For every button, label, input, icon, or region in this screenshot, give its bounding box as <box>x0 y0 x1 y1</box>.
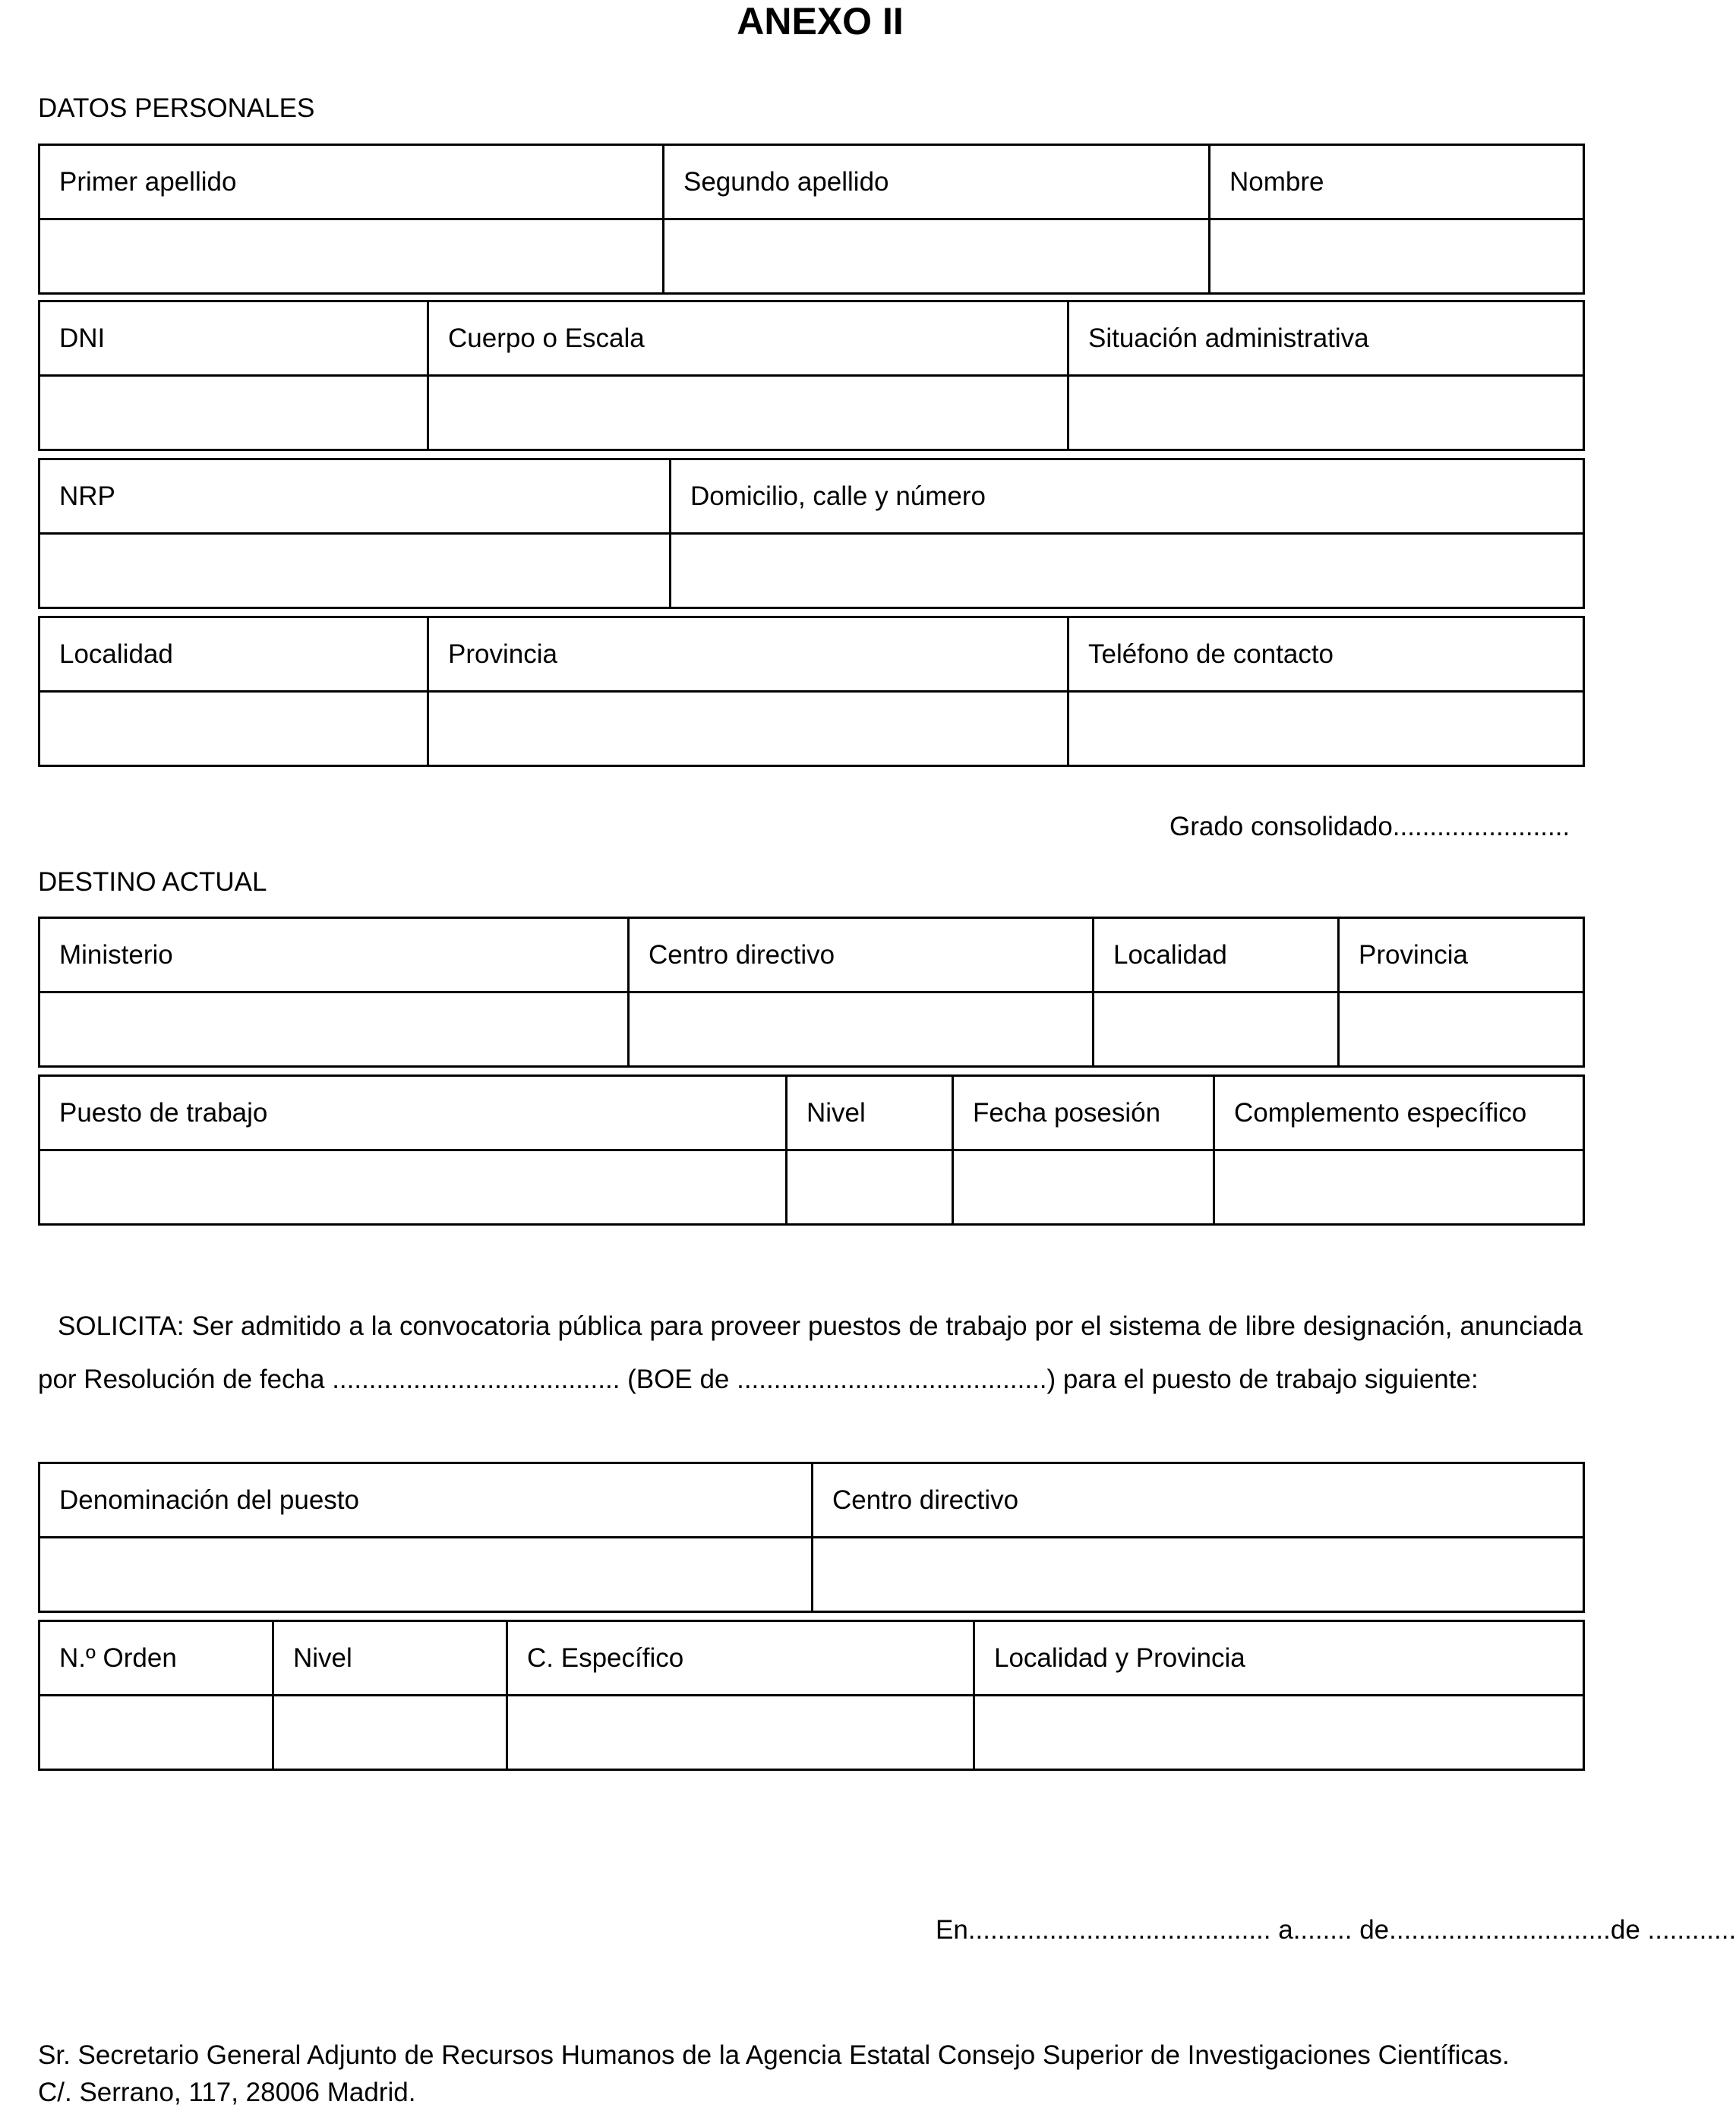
ministerio-field[interactable] <box>39 992 629 1067</box>
grado-consolidado: Grado consolidado........................ <box>1169 812 1570 841</box>
solicita-paragraph: SOLICITA: Ser admitido a la convocatoria pública para proveer puestos de trabajo por el sistema de libre designación, anunciada por Resolución de fecha ....................................... (BOE de ..........................................) para el puesto de trabajo siguiente: <box>38 1311 1583 1394</box>
provincia-field[interactable] <box>428 692 1068 766</box>
fecha-posesion-field[interactable] <box>953 1150 1214 1225</box>
datos-personales-table-2 <box>38 300 1585 451</box>
numero-orden-field[interactable] <box>39 1696 273 1770</box>
ministerio-label: Ministerio <box>39 918 629 992</box>
segundo-apellido-label: Segundo apellido <box>664 145 1210 219</box>
table-row <box>39 1538 1584 1612</box>
telefono-label: Teléfono de contacto <box>1068 617 1584 692</box>
fecha-lugar-line: En......................................... a........ de..............................de ............ <box>936 1915 1736 1945</box>
table-row <box>39 1696 1584 1770</box>
table-row <box>39 459 1584 534</box>
destino-actual-table-2 <box>38 1074 1585 1226</box>
footer-recipient: Sr. Secretario General Adjunto de Recursos Humanos de la Agencia Estatal Consejo Superior de Investigaciones Científicas. <box>38 2040 1510 2070</box>
denominacion-puesto-field[interactable] <box>39 1538 813 1612</box>
table-row <box>39 219 1584 294</box>
nombre-label: Nombre <box>1210 145 1584 219</box>
localidad-label: Localidad <box>39 617 428 692</box>
table-row <box>39 1621 1584 1696</box>
c-especifico-field[interactable] <box>507 1696 974 1770</box>
destino-provincia-field[interactable] <box>1339 992 1584 1067</box>
footer-street: C/. Serrano, 117, 28006 Madrid. <box>38 2078 416 2107</box>
puesto-trabajo-field[interactable] <box>39 1150 787 1225</box>
dni-field[interactable] <box>39 376 428 450</box>
complemento-especifico-field[interactable] <box>1214 1150 1584 1225</box>
destino-localidad-label: Localidad <box>1094 918 1339 992</box>
cuerpo-escala-field[interactable] <box>428 376 1068 450</box>
solicitado-centro-directivo-field[interactable] <box>813 1538 1584 1612</box>
numero-orden-label: N.º Orden <box>39 1621 273 1696</box>
localidad-provincia-field[interactable] <box>974 1696 1584 1770</box>
table-row <box>39 1076 1584 1150</box>
situacion-administrativa-field[interactable] <box>1068 376 1584 450</box>
provincia-label: Provincia <box>428 617 1068 692</box>
segundo-apellido-field[interactable] <box>664 219 1210 294</box>
datos-personales-table-3 <box>38 458 1585 609</box>
destino-localidad-field[interactable] <box>1094 992 1339 1067</box>
dni-label: DNI <box>39 301 428 376</box>
fecha-posesion-label: Fecha posesión <box>953 1076 1214 1150</box>
puesto-solicitado-table-1 <box>38 1462 1585 1613</box>
table-row <box>39 1150 1584 1225</box>
footer-address <box>38 2037 1510 2111</box>
denominacion-puesto-label: Denominación del puesto <box>39 1463 813 1538</box>
page-title: ANEXO II <box>737 0 904 43</box>
domicilio-field[interactable] <box>671 534 1584 608</box>
nombre-field[interactable] <box>1210 219 1584 294</box>
localidad-provincia-label: Localidad y Provincia <box>974 1621 1584 1696</box>
table-row <box>39 617 1584 692</box>
datos-personales-table-4 <box>38 616 1585 767</box>
table-row <box>39 301 1584 376</box>
primer-apellido-label: Primer apellido <box>39 145 664 219</box>
situacion-administrativa-label: Situación administrativa <box>1068 301 1584 376</box>
centro-directivo-label: Centro directivo <box>629 918 1094 992</box>
table-row <box>39 534 1584 608</box>
complemento-especifico-label: Complemento específico <box>1214 1076 1584 1150</box>
nrp-label: NRP <box>39 459 671 534</box>
datos-personales-table-1 <box>38 144 1585 295</box>
datos-personales-heading: DATOS PERSONALES <box>38 93 315 123</box>
destino-actual-heading: DESTINO ACTUAL <box>38 867 267 897</box>
table-row <box>39 1463 1584 1538</box>
centro-directivo-field[interactable] <box>629 992 1094 1067</box>
solicitado-nivel-label: Nivel <box>273 1621 507 1696</box>
destino-provincia-label: Provincia <box>1339 918 1584 992</box>
table-row <box>39 692 1584 766</box>
solicitado-centro-directivo-label: Centro directivo <box>813 1463 1584 1538</box>
domicilio-label: Domicilio, calle y número <box>671 459 1584 534</box>
solicitado-nivel-field[interactable] <box>273 1696 507 1770</box>
nivel-field[interactable] <box>787 1150 953 1225</box>
nivel-label: Nivel <box>787 1076 953 1150</box>
table-row <box>39 918 1584 992</box>
destino-actual-table-1 <box>38 917 1585 1068</box>
table-row <box>39 145 1584 219</box>
localidad-field[interactable] <box>39 692 428 766</box>
c-especifico-label: C. Específico <box>507 1621 974 1696</box>
puesto-trabajo-label: Puesto de trabajo <box>39 1076 787 1150</box>
cuerpo-escala-label: Cuerpo o Escala <box>428 301 1068 376</box>
telefono-field[interactable] <box>1068 692 1584 766</box>
table-row <box>39 992 1584 1067</box>
table-row <box>39 376 1584 450</box>
primer-apellido-field[interactable] <box>39 219 664 294</box>
nrp-field[interactable] <box>39 534 671 608</box>
puesto-solicitado-table-2 <box>38 1620 1585 1771</box>
